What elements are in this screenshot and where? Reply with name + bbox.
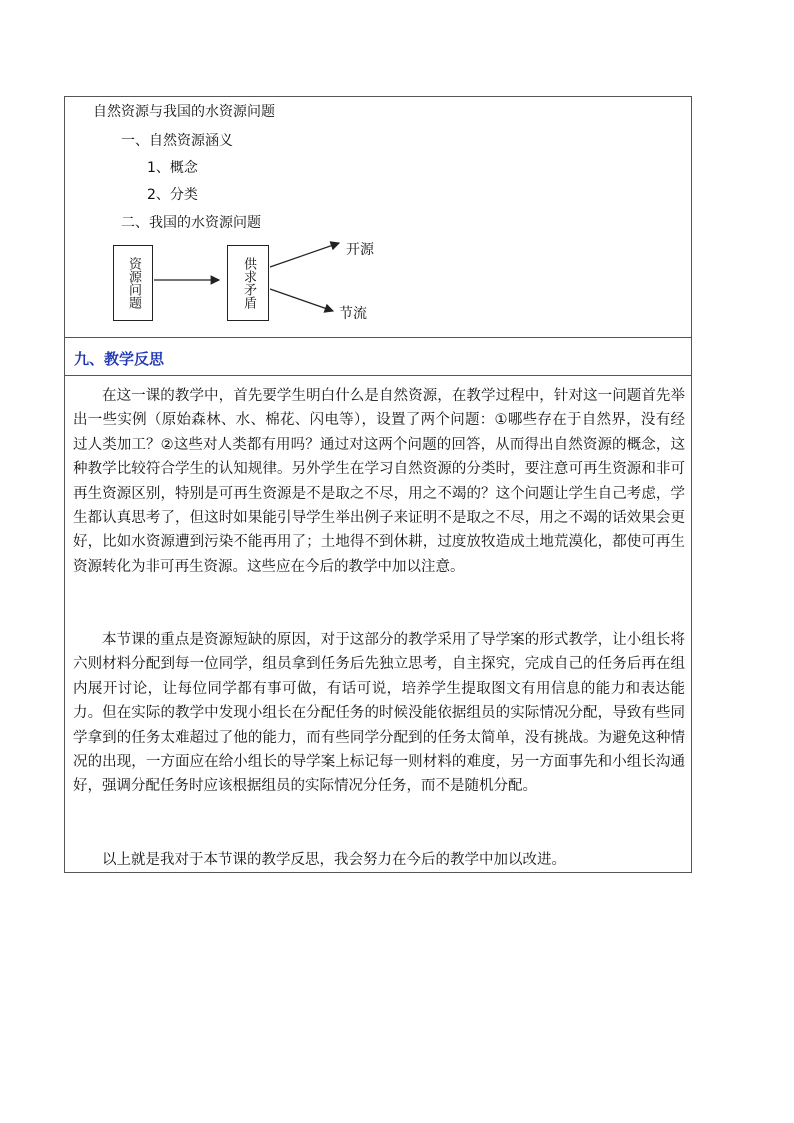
- diagram-box-resource-problem-label: 资源问题: [126, 257, 141, 309]
- outline-section-2: 二、我国的水资源问题: [121, 215, 261, 231]
- outline-cell: [65, 97, 691, 337]
- diagram-branch-open-source: 开源: [346, 242, 374, 258]
- diagram-box-supply-demand-label: 供求矛盾: [241, 257, 256, 309]
- outline-title: 自然资源与我国的水资源问题: [93, 104, 275, 120]
- diagram-branch-throttle: 节流: [339, 306, 367, 322]
- lesson-table: [64, 96, 692, 873]
- diagram-arrows: [65, 97, 693, 337]
- reflection-paragraph-1: 在这一课的教学中，首先要学生明白什么是自然资源，在教学过程中，针对这一问题首先举出一些实例（原始森林、水、棉花、闪电等），设置了两个问题：①哪些存在于自然界，没有经过人类加工？②这些对人类都有用吗？通过对这两个问题的回答，从而得出自然资源的概念，这种教学比较符合学生的认知规律。另外学生在学习自然资源的分类时，要注意可再生资源和非可再生资源区别，特别是可再生资源是不是取之不尽，用之不竭的？这个问题让学生自己考虑，学生都认真思考了，但这时如果能引导学生举出例子来证明不是取之不尽，用之不竭的话效果会更好，比如水资源遭到污染不能再用了；土地得不到休耕，过度放牧造成土地荒漠化，都使可再生资源转化为非可再生资源。这些应在今后的教学中加以注意。: [73, 388, 685, 575]
- reflection-heading-cell: [65, 337, 691, 375]
- outline-item-2: 2、分类: [147, 187, 198, 203]
- reflection-paragraph-3: 以上就是我对于本节课的教学反思，我会努力在今后的教学中加以改进。: [102, 852, 566, 868]
- arrow-to-throttle: [270, 289, 333, 311]
- reflection-paragraph-2: 本节课的重点是资源短缺的原因，对于这部分的教学采用了导学案的形式教学，让小组长将六则材料分配到每一位同学，组员拿到任务后先独立思考，自主探究，完成自己的任务后再在组内展开讨论，让每位同学都有事可做，有话可说，培养学生提取图文有用信息的能力和表达能力。但在实际的教学中发现小组长在分配任务的时候没能依据组员的实际情况分配，导致有些同学拿到的任务太难超过了他的能力，而有些同学分配到的任务太简单，没有挑战。为避免这种情况的出现，一方面应在给小组长的导学案上标记每一则材料的难度，另一方面事先和小组长沟通好，强调分配任务时应该根据组员的实际情况分任务，而不是随机分配。: [73, 632, 685, 795]
- outline-section-1: 一、自然资源涵义: [121, 133, 233, 149]
- outline-item-1: 1、概念: [147, 160, 198, 176]
- arrow-to-open-source: [270, 243, 339, 267]
- reflection-body-cell: [65, 375, 691, 872]
- reflection-heading: 九、教学反思: [74, 350, 165, 368]
